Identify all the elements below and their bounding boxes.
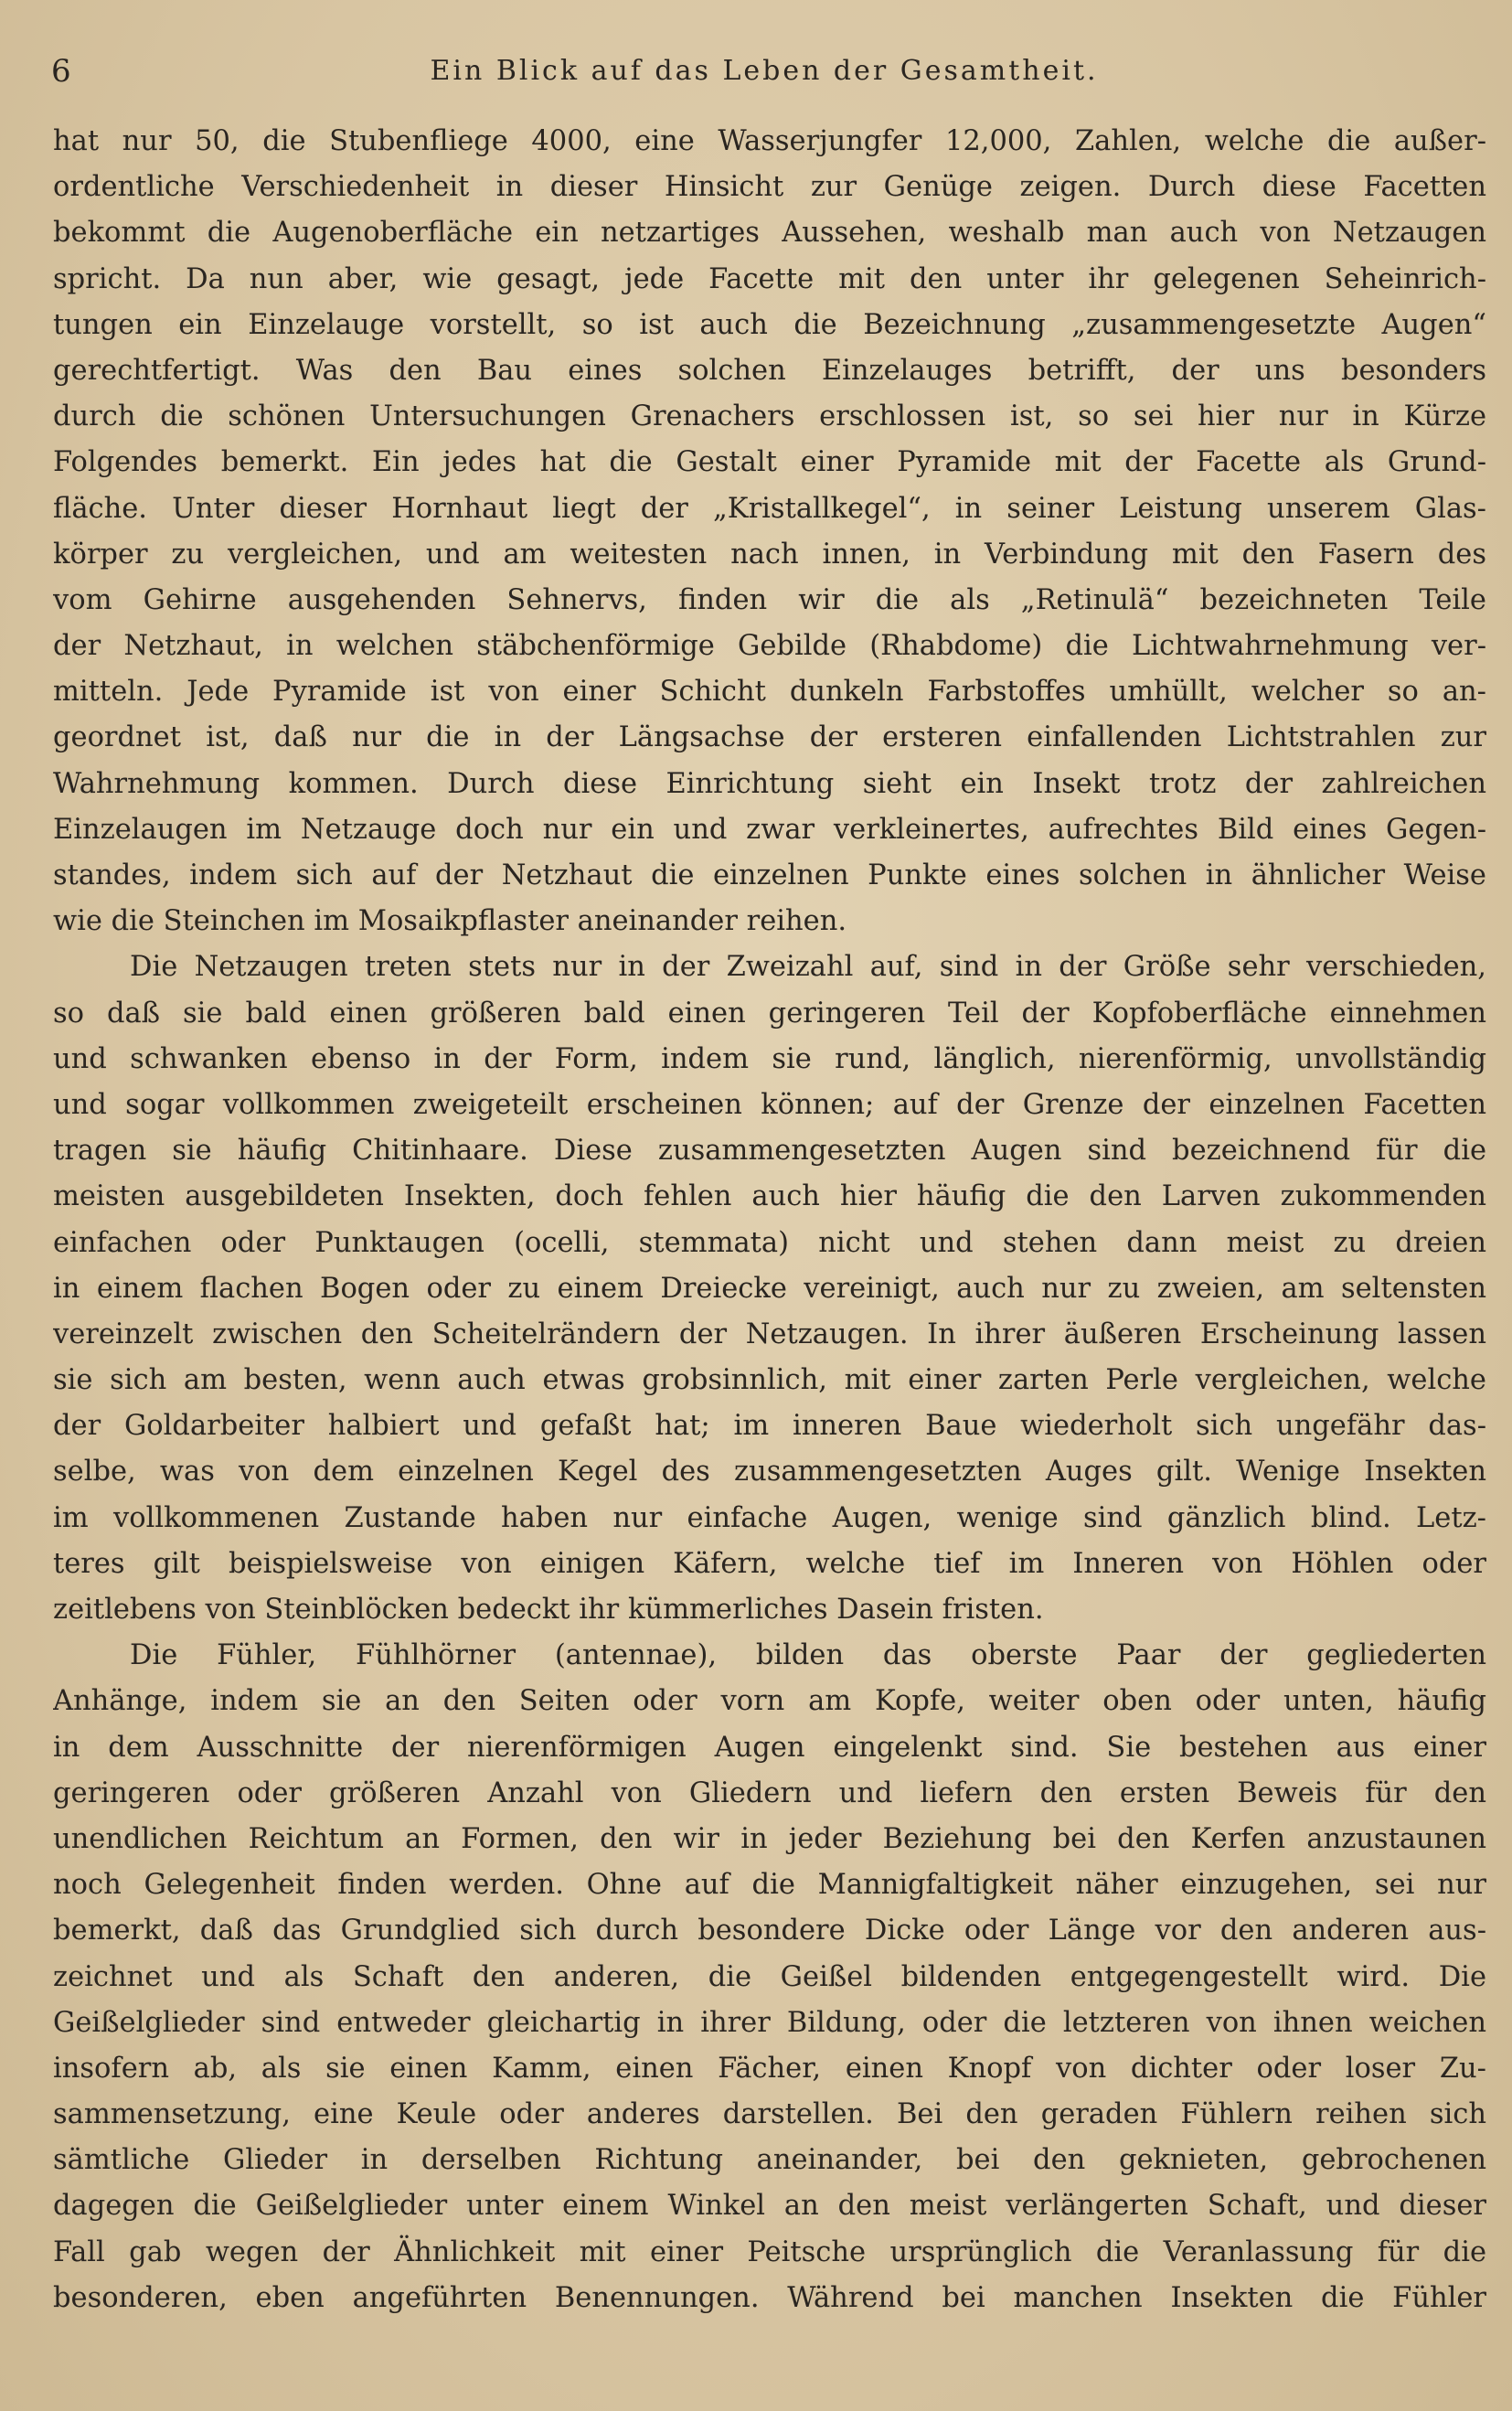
text-line: mitteln. Jede Pyramide ist von einer Schicht dunkeln Farbstoffes umhüllt, welcher so an- bbox=[53, 676, 1486, 709]
text-line: tungen ein Einzelauge vorstellt, so ist auch die Bezeichnung „zusammengesetzte Augen“ bbox=[53, 308, 1486, 341]
text-line: Geißelglieder sind entweder gleichartig in ihrer Bildung, oder die letzteren von ihnen weichen bbox=[53, 2006, 1486, 2039]
paragraph-end-line: zeitlebens von Steinblöcken bedeckt ihr kümmerliches Dasein fristen. bbox=[53, 1594, 1044, 1626]
page-number: 6 bbox=[51, 53, 71, 90]
text-line: Anhänge, indem sie an den Seiten oder vorn am Kopfe, weiter oben oder unten, häufig bbox=[53, 1685, 1486, 1718]
text-line: der Netzhaut, in welchen stäbchenförmige Gebilde (Rhabdome) die Lichtwahrnehmung ver- bbox=[53, 630, 1486, 663]
text-line: sämtliche Glieder in derselben Richtung aneinander, bei den geknieten, gebrochenen bbox=[53, 2144, 1486, 2177]
text-line: bekommt die Augenoberfläche ein netzartiges Aussehen, weshalb man auch von Netzaugen bbox=[53, 217, 1486, 250]
page-header bbox=[51, 44, 1477, 99]
paragraph-end-line: wie die Steinchen im Mosaikpflaster aneinander reihen. bbox=[53, 905, 847, 938]
text-line: fläche. Unter dieser Hornhaut liegt der „Kristallkegel“, in seiner Leistung unserem Glas- bbox=[53, 492, 1486, 525]
text-line: in dem Ausschnitte der nierenförmigen Augen eingelenkt sind. Sie bestehen aus einer bbox=[53, 1731, 1486, 1764]
text-line: meisten ausgebildeten Insekten, doch fehlen auch hier häufig die den Larven zukommenden bbox=[53, 1180, 1486, 1213]
text-line: einfachen oder Punktaugen (ocelli, stemmata) nicht und stehen dann meist zu dreien bbox=[53, 1226, 1486, 1259]
text-line: insofern ab, als sie einen Kamm, einen Fächer, einen Knopf von dichter oder loser Zu- bbox=[53, 2052, 1486, 2085]
text-line: körper zu vergleichen, und am weitesten nach innen, in Verbindung mit den Fasern des bbox=[53, 538, 1486, 571]
running-head: Ein Blick auf das Leben der Gesamtheit. bbox=[430, 55, 1099, 87]
text-line: standes, indem sich auf der Netzhaut die einzelnen Punkte eines solchen in ähnlicher Weise bbox=[53, 859, 1486, 891]
body-text bbox=[53, 119, 1486, 2321]
text-line: zeichnet und als Schaft den anderen, die Geißel bildenden entgegengestellt wird. Die bbox=[53, 1960, 1486, 1993]
text-line: geringeren oder größeren Anzahl von Gliedern und liefern den ersten Beweis für den bbox=[53, 1776, 1486, 1809]
text-line: dagegen die Geißelglieder unter einem Winkel an den meist verlängerten Schaft, und dieser bbox=[53, 2190, 1486, 2223]
text-line: der Goldarbeiter halbiert und gefaßt hat; im inneren Baue wiederholt sich ungefähr das- bbox=[53, 1410, 1486, 1443]
text-line: noch Gelegenheit finden werden. Ohne auf die Mannigfaltigkeit näher einzugehen, sei nur bbox=[53, 1869, 1486, 1902]
text-line: ordentliche Verschiedenheit in dieser Hinsicht zur Genüge zeigen. Durch diese Facetten bbox=[53, 171, 1486, 204]
text-line: im vollkommenen Zustande haben nur einfache Augen, wenige sind gänzlich blind. Letz- bbox=[53, 1501, 1486, 1534]
text-line: vom Gehirne ausgehenden Sehnervs, finden wir die als „Retinulä“ bezeichneten Teile bbox=[53, 583, 1486, 616]
text-line: Wahrnehmung kommen. Durch diese Einrichtung sieht ein Insekt trotz der zahlreichen bbox=[53, 767, 1486, 800]
text-line: sie sich am besten, wenn auch etwas grobsinnlich, mit einer zarten Perle vergleichen, welche bbox=[53, 1364, 1486, 1397]
text-line: tragen sie häufig Chitinhaare. Diese zusammengesetzten Augen sind bezeichnend für die bbox=[53, 1135, 1486, 1168]
text-line: unendlichen Reichtum an Formen, den wir in jeder Beziehung bei den Kerfen anzustaunen bbox=[53, 1822, 1486, 1855]
text-line: Fall gab wegen der Ähnlichkeit mit einer Peitsche ursprünglich die Veranlassung für die bbox=[53, 2235, 1486, 2268]
text-line: und schwanken ebenso in der Form, indem sie rund, länglich, nierenförmig, unvollständig bbox=[53, 1042, 1486, 1075]
text-line: so daß sie bald einen größeren bald einen geringeren Teil der Kopfoberfläche einnehmen bbox=[53, 997, 1486, 1029]
text-line: besonderen, eben angeführten Benennungen. Während bei manchen Insekten die Fühler bbox=[53, 2281, 1486, 2314]
text-line: durch die schönen Untersuchungen Grenachers erschlossen ist, so sei hier nur in Kürze bbox=[53, 400, 1486, 433]
text-line: sammensetzung, eine Keule oder anderes darstellen. Bei den geraden Fühlern reihen sich bbox=[53, 2098, 1486, 2131]
text-line: Folgendes bemerkt. Ein jedes hat die Gestalt einer Pyramide mit der Facette als Grund- bbox=[53, 446, 1486, 479]
text-line: gerechtfertigt. Was den Bau eines solchen Einzelauges betrifft, der uns besonders bbox=[53, 354, 1486, 387]
text-line: hat nur 50, die Stubenfliege 4000, eine Wasserjungfer 12,000, Zahlen, welche die außer- bbox=[53, 125, 1486, 157]
text-line: selbe, was von dem einzelnen Kegel des zusammengesetzten Auges gilt. Wenige Insekten bbox=[53, 1456, 1486, 1488]
text-line: vereinzelt zwischen den Scheitelrändern der Netzaugen. In ihrer äußeren Erscheinung lassen bbox=[53, 1318, 1486, 1350]
text-line: teres gilt beispielsweise von einigen Käfern, welche tief im Inneren von Höhlen oder bbox=[53, 1547, 1486, 1580]
text-line: Einzelaugen im Netzauge doch nur ein und zwar verkleinertes, aufrechtes Bild eines Gegen- bbox=[53, 813, 1486, 846]
paragraph-start-line: Die Netzaugen treten stets nur in der Zweizahl auf, sind in der Größe sehr verschieden, bbox=[130, 951, 1486, 984]
text-line: in einem flachen Bogen oder zu einem Dreiecke vereinigt, auch nur zu zweien, am seltensten bbox=[53, 1272, 1486, 1305]
paragraph-start-line: Die Fühler, Fühlhörner (antennae), bilden das oberste Paar der gegliederten bbox=[130, 1639, 1486, 1672]
text-line: geordnet ist, daß nur die in der Längsachse der ersteren einfallenden Lichtstrahlen zur bbox=[53, 721, 1486, 754]
text-line: bemerkt, daß das Grundglied sich durch besondere Dicke oder Länge vor den anderen aus- bbox=[53, 1915, 1486, 1947]
text-line: und sogar vollkommen zweigeteilt erscheinen können; auf der Grenze der einzelnen Facetten bbox=[53, 1088, 1486, 1121]
text-line: spricht. Da nun aber, wie gesagt, jede Facette mit den unter ihr gelegenen Seheinrich- bbox=[53, 262, 1486, 295]
